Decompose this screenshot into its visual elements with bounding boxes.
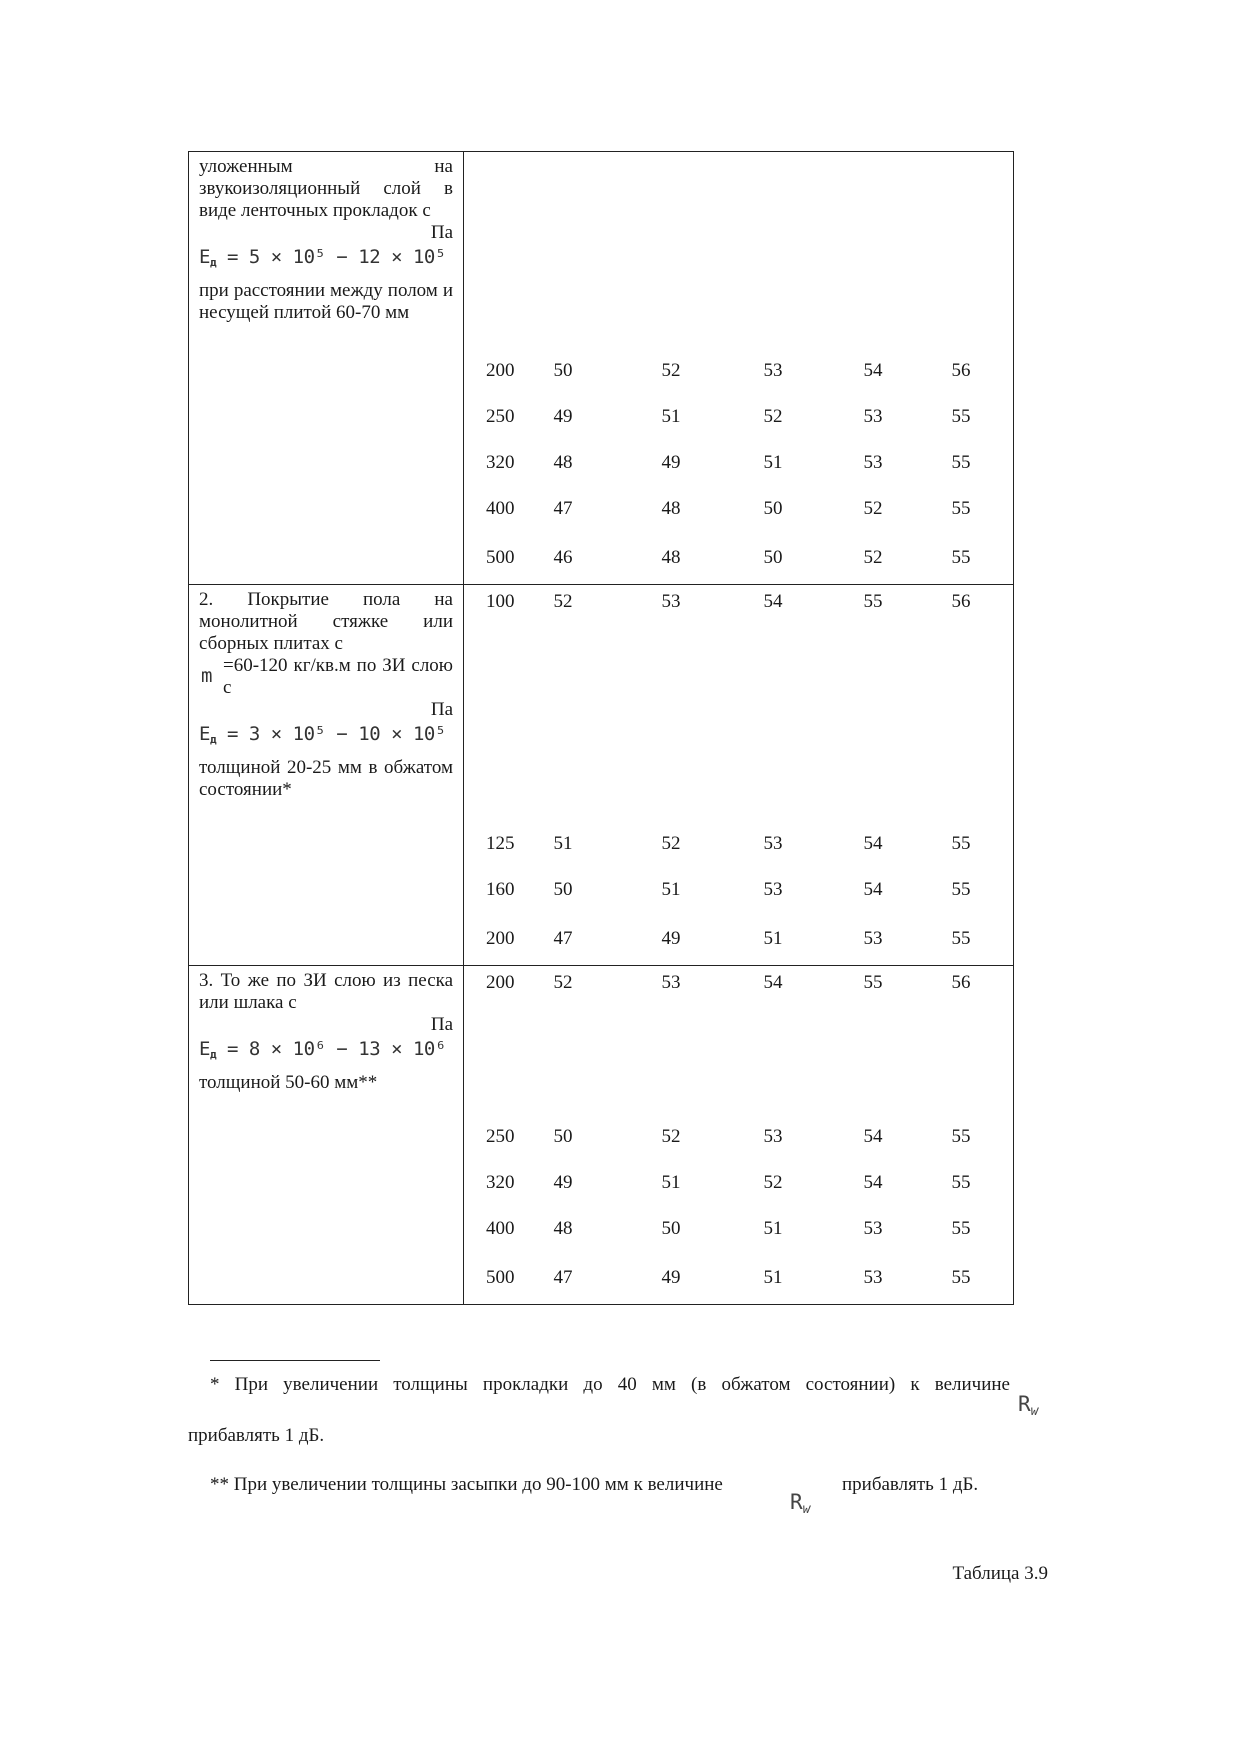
s1-formula-expr: 5 × 10⁵ − 12 × 10⁵ [248,246,446,268]
table-cell: 250 [486,1126,515,1147]
s3-formula: $E_д = 8 \times 10^6 - 13 \times 10^6$ [199,1038,446,1061]
table-cell: 55 [951,547,971,568]
table-cell: 54 [863,1172,883,1193]
table-row [189,486,1014,532]
rw-sub: w [1030,1404,1039,1419]
s1-line2: звукоизоляционный слой в виде ленточных прокладок с [199,178,453,221]
table-cell: 125 [486,833,515,854]
s1-empty-values [464,152,1014,349]
s3-first-cell: 53 [644,966,744,1115]
table-cell: 51 [661,879,681,900]
table-cell: 55 [951,1126,971,1147]
s3-first-cell: 55 [834,966,924,1115]
table-cell: 55 [951,1267,971,1288]
rw-sub: w [802,1502,811,1517]
rw-letter: R [790,1490,803,1514]
s3-first-cell: 200 [464,966,544,1115]
table-cell: 49 [661,452,681,473]
table-cell: 52 [863,498,883,519]
table-cell: 47 [553,498,573,519]
section-2-description [189,585,464,822]
table-cell: 47 [553,928,573,949]
table-cell: 53 [863,1267,883,1288]
table-cell: 52 [863,547,883,568]
table-cell: 54 [863,833,883,854]
table-cell: 54 [863,360,883,381]
s2-formula-expr: 3 × 10⁵ − 10 × 10⁵ [248,723,446,745]
table-cell: 50 [553,879,573,900]
table-cell: 51 [763,452,783,473]
table-row [189,913,1014,966]
table-cell: 55 [951,1218,971,1239]
s2-first-cell: 100 [464,585,544,822]
s2-m-text: =60-120 кг/кв.м по ЗИ слою с [223,655,453,698]
table-cell: 250 [486,406,515,427]
table-cell: 49 [661,928,681,949]
empty-description-cell [189,1160,464,1206]
table-cell: 52 [661,1126,681,1147]
section-3-rows [189,1114,1014,1305]
empty-description-cell [189,486,464,532]
table-cell: 54 [863,879,883,900]
footnote-1-text: * При увеличении толщины прокладки до 40 мм (в обжатом состоянии) к величине [210,1374,1010,1395]
table-cell: 50 [661,1218,681,1239]
table-cell: 51 [763,1267,783,1288]
table-row [189,532,1014,585]
s3-unit: Па [430,1014,453,1035]
table-cell: 53 [763,879,783,900]
table-row [189,1160,1014,1206]
table-cell: 200 [486,360,515,381]
table-cell: 50 [763,547,783,568]
table-cell: 51 [553,833,573,854]
s2-formula: $E_д = 3 \times 10^5 - 10 \times 10^5$ [199,723,446,746]
table-cell: 400 [486,498,515,519]
table-cell: 55 [951,879,971,900]
table-cell: 48 [661,547,681,568]
section-1-description-row [189,152,1014,349]
s3-line1: 3. То же по ЗИ слою из песка или шлака с [199,970,453,1013]
empty-description-cell [189,913,464,966]
table-row [189,348,1014,394]
s3-first-cell: 54 [744,966,834,1115]
s2-tail: толщиной 20-25 мм в обжатом состоянии* [199,757,453,800]
table-cell: 52 [661,360,681,381]
s2-first-cell: 56 [924,585,1014,822]
s2-first-cell: 54 [744,585,834,822]
table-row [189,440,1014,486]
s1-formula: $E_д = 5 \times 10^5 - 12 \times 10^5$ [199,246,446,269]
table-cell: 50 [553,1126,573,1147]
table-cell: 55 [951,406,971,427]
table-cell: 53 [863,452,883,473]
table-row [189,1114,1014,1160]
s1-tail: при расстоянии между полом и несущей плитой 60-70 мм [199,280,453,323]
s1-unit: Па [430,222,453,243]
table-cell: 52 [763,1172,783,1193]
empty-description-cell [189,1114,464,1160]
table-cell: 55 [951,1172,971,1193]
table-cell: 53 [863,928,883,949]
table-cell: 51 [661,1172,681,1193]
empty-description-cell [189,1252,464,1305]
footnote-2-end: прибавлять 1 дБ. [842,1474,979,1495]
table-cell: 53 [863,1218,883,1239]
table-cell: 400 [486,1218,515,1239]
rw-symbol-1 [1018,1392,1038,1419]
s2-first-cell: 53 [644,585,744,822]
table-cell: 55 [951,833,971,854]
s2-unit: Па [430,699,453,720]
table-cell: 50 [763,498,783,519]
section-3-description [189,966,464,1115]
section-1-rows [189,348,1014,585]
empty-description-cell [189,532,464,585]
table-caption: Таблица 3.9 [952,1563,1048,1584]
table-row [189,1252,1014,1305]
table-cell: 46 [553,547,573,568]
section-2-description-row [189,585,1014,822]
table-row [189,1206,1014,1252]
empty-description-cell [189,1206,464,1252]
s2-line1: 2. Покрытие пола на монолитной стяжке или сборных плитах с [199,589,453,654]
s2-first-cell: 55 [834,585,924,822]
table-cell: 55 [951,928,971,949]
table-cell: 52 [763,406,783,427]
table-row [189,394,1014,440]
table-cell: 55 [951,452,971,473]
footnote-1-start [210,1374,1010,1396]
table-cell: 53 [863,406,883,427]
table-cell: 48 [661,498,681,519]
empty-description-cell [189,821,464,867]
table-cell: 51 [763,928,783,949]
s2-m-line [199,655,453,699]
s1-lead-word: уложенным [199,156,293,177]
table-cell: 49 [553,406,573,427]
table-cell: 320 [486,452,515,473]
table-cell: 53 [763,360,783,381]
table-row [189,867,1014,913]
table-cell: 56 [951,360,971,381]
rw-letter: R [1018,1392,1031,1416]
empty-description-cell [189,348,464,394]
table-row [189,821,1014,867]
table-cell: 51 [763,1218,783,1239]
s1-lead-word-2: на [434,156,453,177]
footnote-separator [210,1360,380,1361]
table-cell: 52 [661,833,681,854]
section-2-rows [189,821,1014,966]
s3-formula-expr: 8 × 10⁶ − 13 × 10⁶ [248,1038,446,1060]
table-cell: 54 [863,1126,883,1147]
table-cell: 53 [763,833,783,854]
table-cell: 49 [661,1267,681,1288]
sound-insulation-table [188,151,1014,1305]
table-cell: 49 [553,1172,573,1193]
table-cell: 51 [661,406,681,427]
table-cell: 500 [486,1267,515,1288]
empty-description-cell [189,867,464,913]
footnote-1-end: прибавлять 1 дБ. [188,1425,325,1446]
section-1-description [189,152,464,349]
table-cell: 320 [486,1172,515,1193]
s3-first-cell: 52 [544,966,644,1115]
table-cell: 48 [553,452,573,473]
s3-tail: толщиной 50-60 мм** [199,1072,378,1093]
table-cell: 500 [486,547,515,568]
section-3-description-row [189,966,1014,1115]
footnote-2-start: ** При увеличении толщины засыпки до 90-100 мм к величине [210,1474,723,1495]
rw-symbol-2 [790,1490,810,1517]
table-cell: 160 [486,879,515,900]
empty-description-cell [189,394,464,440]
s3-first-cell: 56 [924,966,1014,1115]
empty-description-cell [189,440,464,486]
table-cell: 200 [486,928,515,949]
table-cell: 48 [553,1218,573,1239]
s2-m-symbol: m [201,665,213,687]
table-cell: 50 [553,360,573,381]
table-cell: 47 [553,1267,573,1288]
table-cell: 53 [763,1126,783,1147]
table-cell: 55 [951,498,971,519]
s2-first-cell: 52 [544,585,644,822]
